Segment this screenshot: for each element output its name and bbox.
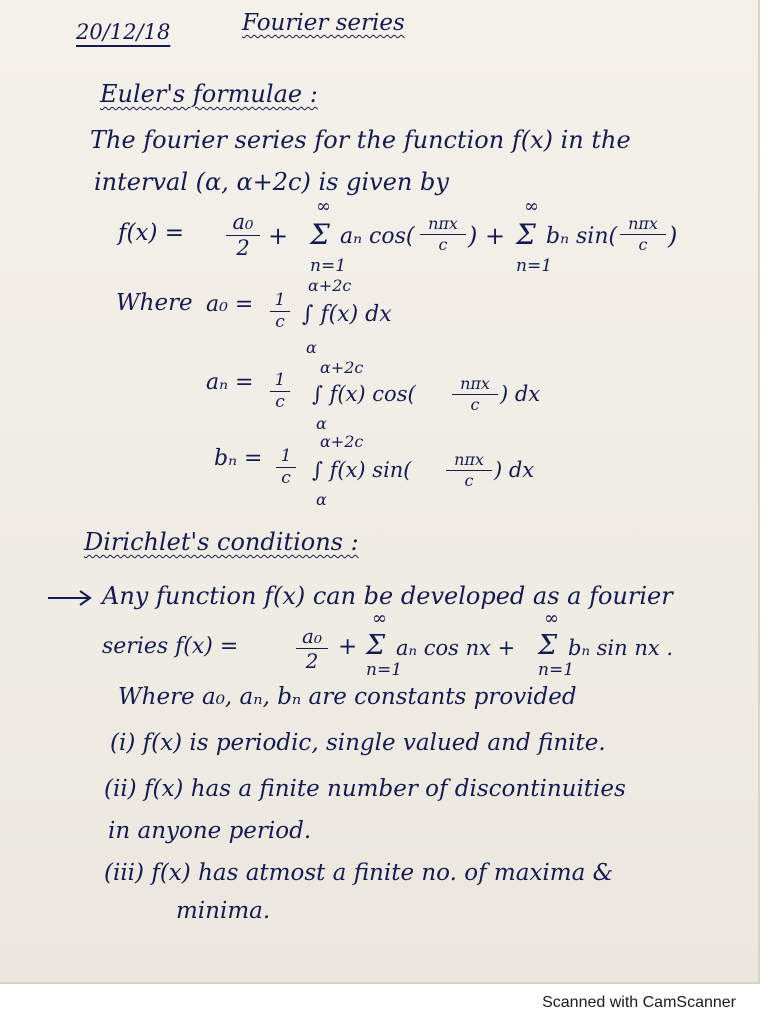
- a0-lower-limit: α: [306, 338, 317, 357]
- condition-2-line1: (ii) f(x) has a finite number of discontinuities: [104, 776, 626, 802]
- sum2-symbol: Σ: [516, 218, 536, 251]
- camscanner-watermark: Scanned with CamScanner: [542, 994, 736, 1011]
- dirichlet-sum1-lower: n=1: [366, 660, 403, 680]
- sum1-lower: n=1: [310, 256, 347, 276]
- euler-heading: Euler's formulae :: [100, 80, 318, 108]
- euler-intro-line2: interval (α, α+2c) is given by: [94, 168, 449, 196]
- condition-1: (i) f(x) is periodic, single valued and finite.: [110, 730, 606, 756]
- close-paren: ): [668, 222, 678, 250]
- bn-integrand: ∫ f(x) sin(: [312, 458, 412, 482]
- bn-sin-nx-term: bₙ sin nx .: [568, 636, 674, 660]
- an-lower-limit: α: [316, 414, 327, 433]
- dirichlet-sum2-symbol: Σ: [538, 630, 558, 661]
- bn-upper-limit: α+2c: [320, 432, 364, 451]
- a0-integrand: ∫ f(x) dx: [302, 302, 392, 327]
- bn-lower-limit: α: [316, 490, 327, 509]
- one-over-c-a0: 1 c: [270, 292, 290, 331]
- dirichlet-sum2-upper: ∞: [544, 608, 559, 629]
- an-upper-limit: α+2c: [320, 358, 364, 377]
- a0-over-2: a₀ 2: [226, 212, 260, 259]
- a0-upper-limit: α+2c: [308, 276, 352, 295]
- dirichlet-plus: +: [338, 634, 358, 660]
- an-tail: ) dx: [500, 382, 541, 406]
- bn-tail: ) dx: [494, 458, 535, 482]
- an-cos-term: aₙ cos(: [340, 224, 415, 249]
- npx-over-c-2: nπx c: [620, 216, 666, 253]
- npx-over-c-an: nπx c: [452, 376, 498, 413]
- sum2-lower: n=1: [516, 256, 553, 276]
- plus-sign: +: [268, 222, 289, 250]
- dirichlet-sum2-lower: n=1: [538, 660, 575, 680]
- dirichlet-line1: Any function f(x) can be developed as a fourier: [102, 582, 673, 610]
- an-integrand: ∫ f(x) cos(: [312, 382, 416, 406]
- sum1-upper: ∞: [316, 196, 331, 217]
- page-title: Fourier series: [242, 10, 405, 36]
- npx-over-c-1: nπx c: [420, 216, 466, 253]
- condition-3-line2: minima.: [176, 898, 271, 924]
- where-label: Where: [116, 290, 193, 316]
- close-plus: ) +: [468, 222, 506, 250]
- a0-lhs: a₀ =: [206, 292, 254, 317]
- arrow-icon: [46, 588, 96, 608]
- dirichlet-a0-over-2: a₀ 2: [296, 626, 328, 671]
- one-over-c-bn: 1 c: [276, 448, 296, 487]
- bn-sin-term: bₙ sin(: [546, 224, 618, 249]
- series-prefix: series f(x) =: [102, 634, 239, 659]
- an-cos-nx-term: aₙ cos nx +: [396, 636, 516, 660]
- fourier-lhs: f(x) =: [118, 220, 185, 246]
- sum2-upper: ∞: [524, 196, 539, 217]
- npx-over-c-bn: nπx c: [446, 452, 492, 489]
- euler-intro-line1: The fourier series for the function f(x) in the: [90, 126, 631, 154]
- where-constants-line: Where a₀, aₙ, bₙ are constants provided: [118, 684, 577, 710]
- date: 20/12/18: [76, 20, 171, 44]
- an-lhs: aₙ =: [206, 370, 254, 395]
- bn-lhs: bₙ =: [214, 446, 263, 471]
- condition-2-line2: in anyone period.: [108, 818, 312, 844]
- dirichlet-sum1-upper: ∞: [372, 608, 387, 629]
- condition-3-line1: (iii) f(x) has atmost a finite no. of maxima &: [104, 860, 614, 886]
- one-over-c-an: 1 c: [270, 372, 290, 411]
- dirichlet-sum1-symbol: Σ: [366, 630, 386, 661]
- sum1-symbol: Σ: [310, 218, 330, 251]
- dirichlet-heading: Dirichlet's conditions :: [84, 528, 359, 556]
